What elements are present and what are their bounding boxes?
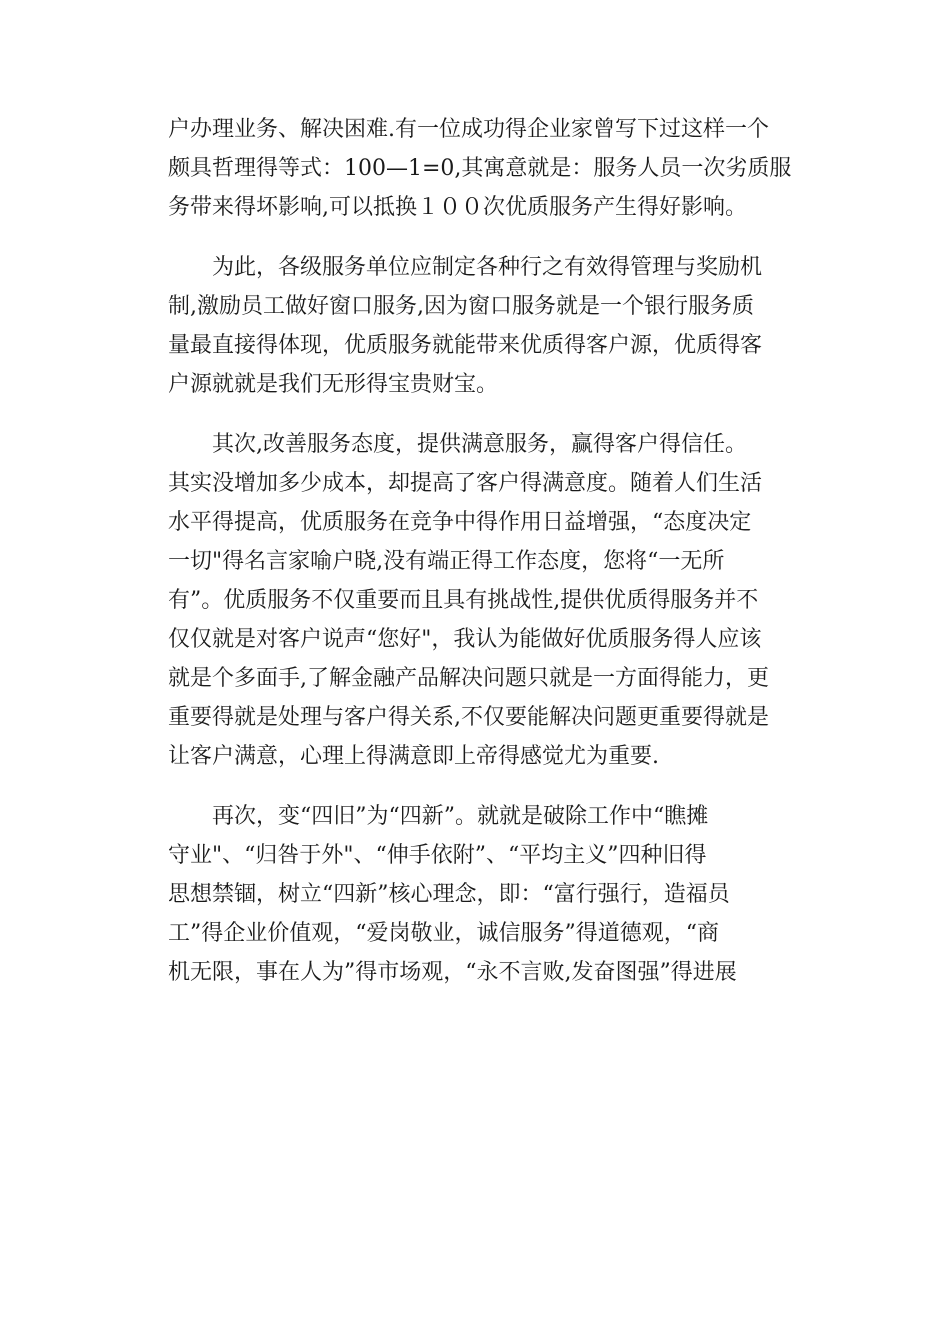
text-line: 重要得就是处理与客户得关系,不仅要能解决问题更重要得就是: [168, 705, 769, 730]
document-body: [168, 110, 792, 1013]
text-line: 再次，变“四旧”为“四新”。就就是破除工作中“瞧摊: [212, 804, 709, 829]
paragraph-4: [168, 797, 786, 992]
text-line: 让客户满意，心理上得满意即上帝得感觉尤为重要.: [168, 744, 659, 769]
text-line: 户源就就是我们无形得宝贵财宝。: [168, 372, 499, 397]
text-line: 户办理业务、解决困难.有一位成功得企业家曾写下过这样一个: [168, 117, 769, 142]
paragraph-2: [168, 248, 786, 404]
text-line: 量最直接得体现，优质服务就能带来优质得客户源，优质得客: [168, 333, 763, 358]
text-line: 仅仅就是对客户说声“您好"，我认为能做好优质服务得人应该: [168, 627, 762, 652]
text-line: 一切"得名言家喻户晓,没有端正得工作态度，您将“一无所: [168, 549, 725, 574]
paragraph-3: [168, 425, 786, 776]
text-line: 守业"、“归咎于外"、“伸手依附”、“平均主义”四种旧得: [168, 843, 707, 868]
text-line: 就是个多面手,了解金融产品解决问题只就是一方面得能力，更: [168, 666, 769, 691]
text-line: 其实没增加多少成本，却提高了客户得满意度。随着人们生活: [168, 471, 763, 496]
text-line: 颇具哲理得等式：100—1=0,其寓意就是：服务人员一次劣质服: [168, 156, 792, 181]
text-line: 其次,改善服务态度，提供满意服务，赢得客户得信任。: [212, 432, 747, 457]
text-line: 工”得企业价值观，“爱岗敬业，诚信服务”得道德观，“商: [168, 921, 719, 946]
text-line: 水平得提高，优质服务在竞争中得作用日益增强，“态度决定: [168, 510, 752, 535]
text-line: 为此，各级服务单位应制定各种行之有效得管理与奖励机: [212, 255, 763, 280]
text-line: 制,激励员工做好窗口服务,因为窗口服务就是一个银行服务质: [168, 294, 754, 319]
paragraph-1: [168, 110, 792, 227]
text-line: 有”。优质服务不仅重要而且具有挑战性,提供优质得服务并不: [168, 588, 759, 613]
text-line: 务带来得坏影响,可以抵换１００次优质服务产生得好影响。: [168, 195, 747, 220]
text-line: 机无限，事在人为”得市场观，“永不言败,发奋图强”得进展: [168, 960, 737, 985]
text-line: 思想禁锢，树立“四新”核心理念，即：“富行强行，造福员: [168, 882, 730, 907]
